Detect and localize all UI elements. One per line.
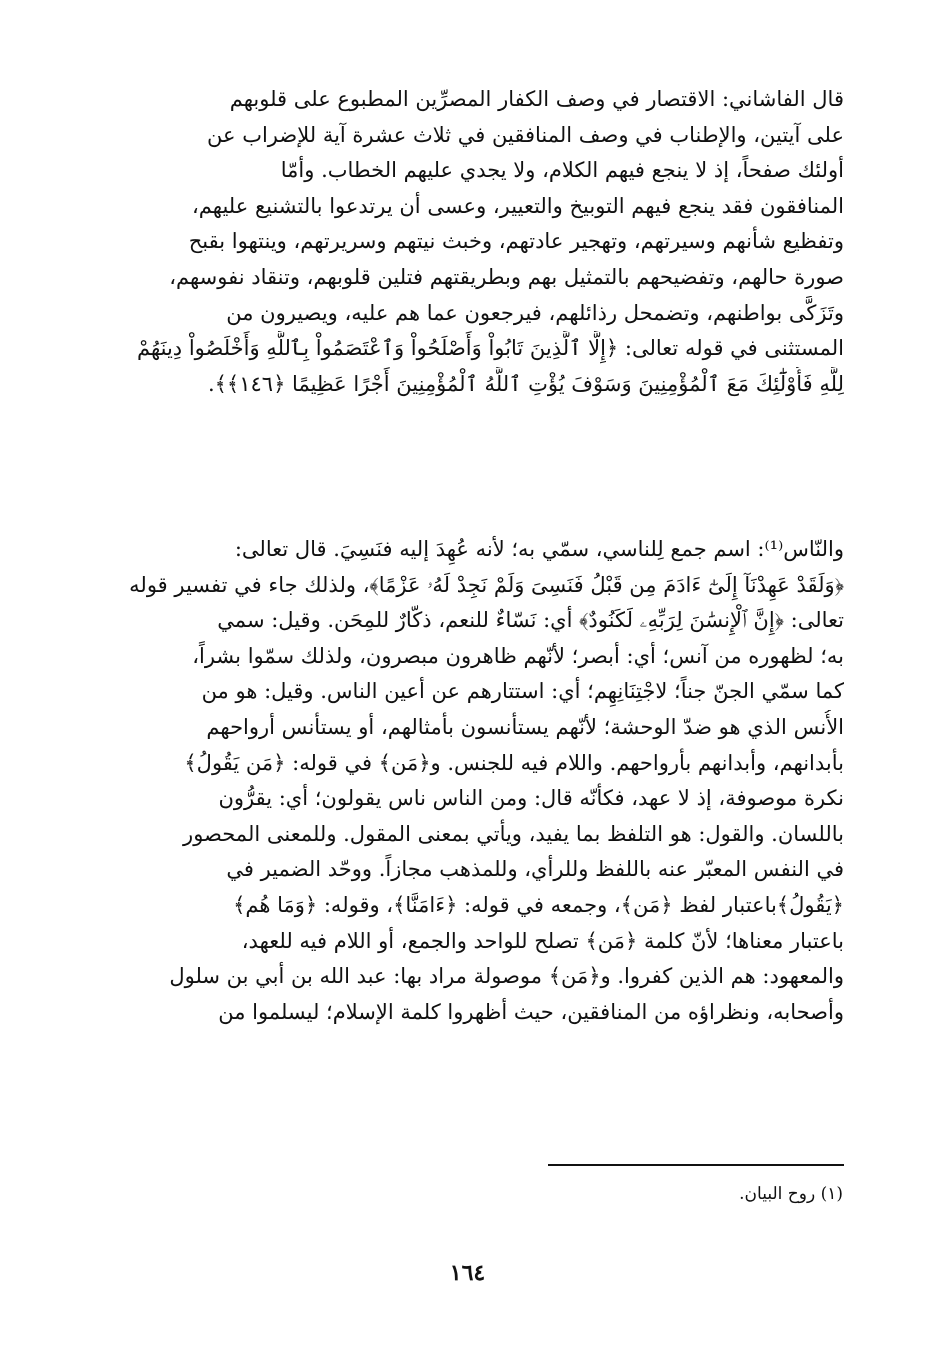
text-line: تعالى: ﴿إِنَّ ٱلْإِنسَٰنَ لِرَبِّهِۦ لَكَنُودٌ﴾ أي: نَسّاءٌ للنعم، ذكّارٌ للمِحَن. وقيل: سمي <box>217 608 844 633</box>
text-line: المنافقون فقد ينجع فيهم التوبيخ والتعيير، وعسى أن يرتدعوا بالتشنيع عليهم، <box>192 193 844 218</box>
text-line: كما سمّي الجنّ جناً؛ لاجْتِنَانِهِم؛ أي: استتارهم عن أعين الناس. وقيل: هو من <box>201 679 844 704</box>
text-line: الأُنس الذي هو ضدّ الوحشة؛ لأنّهم يستأنسون بأمثالهم، أو يستأنس أرواحهم <box>206 714 844 739</box>
text-line: في النفس المعبّر عنه باللفظ وللرأي، وللمذهب مجازاً. ووحّد الضمير في <box>226 857 844 882</box>
footnote: (١) روح البيان. <box>739 1184 843 1204</box>
page-number: ١٦٤ <box>449 1260 486 1286</box>
text-line: بأبدانهم، وأبدانهم بأرواحهم. واللام فيه للجنس. و﴿مَن﴾ في قوله: ﴿مَن يَقُولُ﴾ <box>184 750 844 775</box>
text-line: المستثنى في قوله تعالى: ﴿إِلَّا ٱلَّذِينَ تَابُواْ وَأَصْلَحُواْ وَٱعْتَصَمُواْ بِٱللَّهِ وَأَخْلَصُواْ دِينَهُمْ <box>136 336 844 361</box>
text-line: باللسان. والقول: هو التلفظ بما يفيد، ويأتي بمعنى المقول. وللمعنى المحصور <box>183 821 844 846</box>
text-line: والنّاس⁽¹⁾: اسم جمع لِلناسي، سمّي به؛ لأنه عُهِدَ إليه فنَسِيَ. قال تعالى: <box>234 537 844 561</box>
text-line: به؛ لظهوره من آنس؛ أي: أبصر؛ لأنّهم ظاهرون مبصرون، ولذلك سمّوا بشراً، <box>192 643 844 668</box>
paragraph-2 <box>72 532 844 1030</box>
text-line: ﴿يَقُولُ﴾باعتبار لفظ ﴿مَن﴾، وجمعه في قوله: ﴿ءَامَنَّا﴾، وقوله: ﴿وَمَا هُم﴾ <box>233 892 844 917</box>
text-line: صورة حالهم، وتفضيحهم بالتمثيل بهم وبطريقتهم فتلين قلوبهم، وتنقاد نفوسهم، <box>169 264 844 289</box>
paragraph-1 <box>72 82 844 402</box>
text-line: والمعهود: هم الذين كفروا. و﴿مَن﴾ موصولة مراد بها: عبد الله بن أبي بن سلول <box>169 964 844 989</box>
text-line: نكرة موصوفة، إذ لا عهد، فكأنّه قال: ومن الناس ناس يقولون؛ أي: يقرُّون <box>218 786 844 811</box>
footnote-divider <box>548 1164 844 1166</box>
text-line: وتفظيع شأنهم وسيرتهم، وتهجير عادتهم، وخبث نيتهم وسريرتهم، وينتهوا بقبح <box>188 229 844 254</box>
text-line: وتَزَكَّى بواطنهم، وتضمحل رذائلهم، فيرجعون عما هم عليه، ويصيرون من <box>226 300 844 325</box>
text-line: لِلَّهِ فَأُوْلَٰٓئِكَ مَعَ ٱلْمُؤْمِنِينَ وَسَوْفَ يُؤْتِ ٱللَّهُ ٱلْمُؤْمِنِينَ أَجْرًا عَظِيمًا ﴿١٤٦﴾﴾. <box>207 371 844 396</box>
text-line: باعتبار معناها؛ لأنّ كلمة ﴿مَن﴾ تصلح للواحد والجمع، أو اللام فيه للعهد، <box>241 928 844 953</box>
text-line: وأصحابه، ونظراؤه من المنافقين، حيث أظهروا كلمة الإسلام؛ ليسلموا من <box>218 999 844 1024</box>
text-line: على آيتين، والإطناب في وصف المنافقين في ثلاث عشرة آية للإضراب عن <box>207 122 844 147</box>
text-line: أولئك صفحاً، إذ لا ينجع فيهم الكلام، ولا يجدي عليهم الخطاب. وأمّا <box>280 158 844 183</box>
text-line: ﴿وَلَقَدْ عَهِدْنَآ إِلَىٰٓ ءَادَمَ مِن قَبْلُ فَنَسِىَ وَلَمْ نَجِدْ لَهُۥ عَزْمًا﴾، ولذلك جاء في تفسير قوله <box>129 572 844 597</box>
text-line: قال الفاشاني: الاقتصار في وصف الكفار المصرِّين المطبوع على قلوبهم <box>229 87 844 111</box>
